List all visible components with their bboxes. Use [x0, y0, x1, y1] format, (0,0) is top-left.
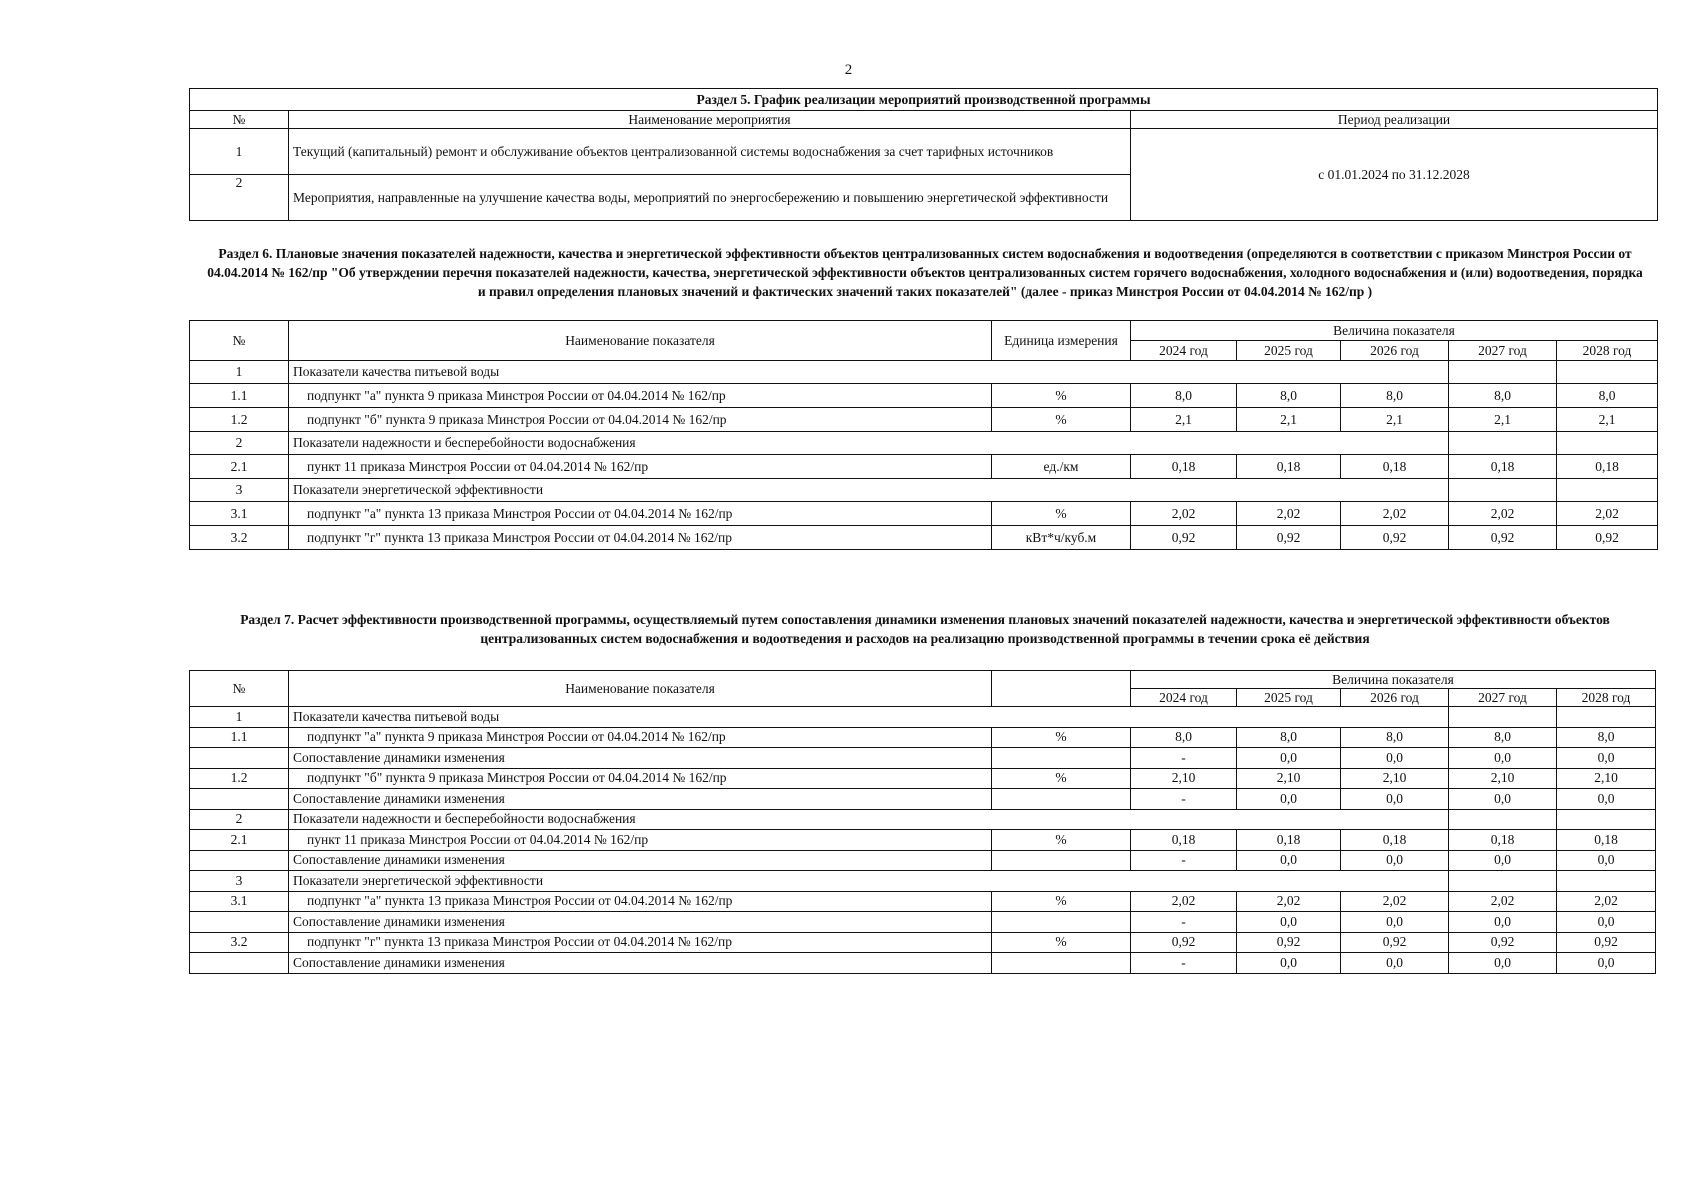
unit-cell: % — [992, 932, 1131, 953]
section6-col-unit: Единица измерения — [992, 321, 1131, 361]
group-name: Показатели качества питьевой воды — [289, 707, 1449, 728]
section7-table — [189, 670, 1656, 974]
row-number: 3.2 — [190, 526, 289, 550]
section6-item-row — [190, 408, 1658, 432]
empty-cell — [1449, 871, 1557, 892]
value-cell: 8,0 — [1131, 727, 1237, 748]
compare-label: Сопоставление динамики изменения — [289, 953, 992, 974]
value-cell: 0,0 — [1237, 850, 1341, 871]
value-cell: 2,02 — [1449, 891, 1557, 912]
empty-cell — [992, 789, 1131, 810]
row-number: 1 — [190, 707, 289, 728]
section5-row-no: 1 — [190, 129, 289, 175]
value-cell: 2,02 — [1557, 891, 1656, 912]
empty-cell — [1449, 432, 1557, 455]
section5-row-name: Мероприятия, направленные на улучшение качества воды, мероприятий по энергосбережению и повышению энергетической эффективности — [289, 175, 1131, 221]
value-cell: - — [1131, 850, 1237, 871]
section6-year: 2028 год — [1557, 341, 1658, 361]
section7-year: 2026 год — [1341, 689, 1449, 707]
section6-col-value: Величина показателя — [1131, 321, 1658, 341]
unit-cell: % — [992, 502, 1131, 526]
value-cell: 8,0 — [1237, 727, 1341, 748]
section6-col-no: № — [190, 321, 289, 361]
section5-title: Раздел 5. График реализации мероприятий производственной программы — [190, 89, 1658, 111]
section6-year: 2027 год — [1449, 341, 1557, 361]
value-cell: 0,92 — [1237, 526, 1341, 550]
indicator-name: подпункт "а" пункта 13 приказа Минстроя России от 04.04.2014 № 162/пр — [289, 502, 992, 526]
value-cell: 8,0 — [1341, 384, 1449, 408]
row-number: 3 — [190, 479, 289, 502]
value-cell: 2,02 — [1341, 891, 1449, 912]
section7-group-row — [190, 707, 1656, 728]
section6-group-row — [190, 361, 1658, 384]
empty-cell — [1449, 809, 1557, 830]
compare-label: Сопоставление динамики изменения — [289, 912, 992, 933]
value-cell: 0,0 — [1341, 748, 1449, 769]
value-cell: 2,02 — [1341, 502, 1449, 526]
value-cell: 0,18 — [1131, 830, 1237, 851]
section5-col-name: Наименование мероприятия — [289, 111, 1131, 129]
section7-year: 2024 год — [1131, 689, 1237, 707]
section5-col-no: № — [190, 111, 289, 129]
row-number: 2.1 — [190, 455, 289, 479]
value-cell: 2,02 — [1131, 891, 1237, 912]
group-name: Показатели надежности и бесперебойности водоснабжения — [289, 809, 1449, 830]
empty-cell — [190, 953, 289, 974]
section6-group-row — [190, 479, 1658, 502]
unit-cell: % — [992, 830, 1131, 851]
empty-cell — [992, 850, 1131, 871]
row-number: 2.1 — [190, 830, 289, 851]
compare-label: Сопоставление динамики изменения — [289, 850, 992, 871]
row-number: 3.1 — [190, 502, 289, 526]
unit-cell: кВт*ч/куб.м — [992, 526, 1131, 550]
indicator-name: подпункт "а" пункта 13 приказа Минстроя России от 04.04.2014 № 162/пр — [289, 891, 992, 912]
value-cell: 8,0 — [1131, 384, 1237, 408]
row-number: 2 — [190, 432, 289, 455]
value-cell: 2,1 — [1449, 408, 1557, 432]
section6-item-row — [190, 502, 1658, 526]
empty-cell — [1557, 432, 1658, 455]
row-number: 3 — [190, 871, 289, 892]
value-cell: 0,0 — [1237, 789, 1341, 810]
value-cell: 8,0 — [1449, 727, 1557, 748]
empty-cell — [190, 789, 289, 810]
empty-cell — [992, 748, 1131, 769]
value-cell: 2,10 — [1237, 768, 1341, 789]
value-cell: 0,18 — [1449, 455, 1557, 479]
value-cell: 0,0 — [1341, 789, 1449, 810]
section7-compare-row — [190, 912, 1656, 933]
section7-compare-row — [190, 953, 1656, 974]
value-cell: 2,10 — [1341, 768, 1449, 789]
value-cell: 0,92 — [1131, 932, 1237, 953]
section5-row-no: 2 — [190, 175, 289, 221]
value-cell: 0,0 — [1449, 953, 1557, 974]
value-cell: 2,10 — [1449, 768, 1557, 789]
value-cell: 2,1 — [1341, 408, 1449, 432]
value-cell: - — [1131, 953, 1237, 974]
indicator-name: подпункт "а" пункта 9 приказа Минстроя России от 04.04.2014 № 162/пр — [289, 727, 992, 748]
group-name: Показатели энергетической эффективности — [289, 871, 1449, 892]
group-name: Показатели надежности и бесперебойности водоснабжения — [289, 432, 1449, 455]
page-number: 2 — [844, 62, 853, 78]
value-cell: 0,92 — [1557, 526, 1658, 550]
value-cell: 0,0 — [1557, 953, 1656, 974]
section5-col-period: Период реализации — [1131, 111, 1658, 129]
value-cell: 2,10 — [1557, 768, 1656, 789]
row-number: 1.2 — [190, 768, 289, 789]
empty-cell — [992, 912, 1131, 933]
value-cell: 8,0 — [1557, 727, 1656, 748]
group-name: Показатели энергетической эффективности — [289, 479, 1449, 502]
empty-cell — [1557, 479, 1658, 502]
value-cell: 8,0 — [1557, 384, 1658, 408]
value-cell: 0,92 — [1557, 932, 1656, 953]
section6-group-row — [190, 432, 1658, 455]
section7-title: Раздел 7. Расчет эффективности производственной программы, осуществляемый путем сопоставления динамики изменения плановых значений показателей надежности, качества и энергетической эффективности объектов централизованных систем водоснабжения и водоотведения и расходов на реализацию производственной программы в течении срока её действия — [240, 612, 1610, 646]
value-cell: 8,0 — [1237, 384, 1341, 408]
empty-cell — [1557, 871, 1656, 892]
indicator-name: подпункт "а" пункта 9 приказа Минстроя России от 04.04.2014 № 162/пр — [289, 384, 992, 408]
value-cell: 0,18 — [1237, 830, 1341, 851]
value-cell: - — [1131, 748, 1237, 769]
value-cell: 0,0 — [1341, 912, 1449, 933]
unit-cell: % — [992, 727, 1131, 748]
section7-body — [190, 707, 1656, 974]
value-cell: 2,10 — [1131, 768, 1237, 789]
value-cell: 0,0 — [1449, 912, 1557, 933]
indicator-name: пункт 11 приказа Минстроя России от 04.04.2014 № 162/пр — [289, 830, 992, 851]
indicator-name: подпункт "г" пункта 13 приказа Минстроя России от 04.04.2014 № 162/пр — [289, 932, 992, 953]
section-gap — [190, 550, 1658, 576]
value-cell: 0,0 — [1557, 912, 1656, 933]
section7-group-row — [190, 809, 1656, 830]
row-number: 1 — [190, 361, 289, 384]
section7-compare-row — [190, 789, 1656, 810]
value-cell: 0,92 — [1131, 526, 1237, 550]
row-number: 1.2 — [190, 408, 289, 432]
value-cell: 0,92 — [1341, 932, 1449, 953]
value-cell: 2,02 — [1237, 891, 1341, 912]
value-cell: 0,0 — [1237, 953, 1341, 974]
section6-year: 2025 год — [1237, 341, 1341, 361]
row-number: 3.2 — [190, 932, 289, 953]
empty-cell — [190, 748, 289, 769]
value-cell: 0,0 — [1237, 748, 1341, 769]
value-cell: 0,18 — [1341, 830, 1449, 851]
section7-col-no: № — [190, 671, 289, 707]
section7-item-row — [190, 830, 1656, 851]
group-name: Показатели качества питьевой воды — [289, 361, 1449, 384]
section6-item-row — [190, 384, 1658, 408]
section6-body — [190, 361, 1658, 550]
empty-cell — [1449, 479, 1557, 502]
section7-col-value: Величина показателя — [1131, 671, 1656, 689]
value-cell: 0,92 — [1449, 932, 1557, 953]
section5-row-name: Текущий (капитальный) ремонт и обслуживание объектов централизованной системы водоснабжения за счет тарифных источников — [289, 129, 1131, 175]
value-cell: 2,02 — [1449, 502, 1557, 526]
value-cell: 2,1 — [1557, 408, 1658, 432]
value-cell: 0,18 — [1131, 455, 1237, 479]
unit-cell: ед./км — [992, 455, 1131, 479]
section7-year: 2027 год — [1449, 689, 1557, 707]
value-cell: 2,02 — [1557, 502, 1658, 526]
value-cell: 0,0 — [1557, 748, 1656, 769]
section6-col-name: Наименование показателя — [289, 321, 992, 361]
section6-table — [189, 320, 1658, 576]
empty-cell — [1557, 809, 1656, 830]
value-cell: 2,1 — [1237, 408, 1341, 432]
section6-item-row — [190, 455, 1658, 479]
compare-label: Сопоставление динамики изменения — [289, 748, 992, 769]
empty-cell — [190, 850, 289, 871]
section7-compare-row — [190, 850, 1656, 871]
value-cell: 0,18 — [1557, 830, 1656, 851]
row-number: 1.1 — [190, 727, 289, 748]
value-cell: 0,18 — [1341, 455, 1449, 479]
section7-group-row — [190, 871, 1656, 892]
section5-table — [189, 88, 1658, 221]
section7-item-row — [190, 768, 1656, 789]
empty-cell — [1449, 361, 1557, 384]
section5-period: с 01.01.2024 по 31.12.2028 — [1131, 129, 1658, 221]
empty-cell — [190, 912, 289, 933]
section7-item-row — [190, 891, 1656, 912]
section6-year: 2024 год — [1131, 341, 1237, 361]
row-number: 1.1 — [190, 384, 289, 408]
empty-cell — [992, 953, 1131, 974]
section6-title: Раздел 6. Плановые значения показателей надежности, качества и энергетической эффективности объектов централизованных систем водоснабжения и водоотведения (определяются в соответствии с приказом Минстроя России от 04.04.2014 № 162/пр "Об утверждении перечня показателей надежности, качества, энергетической эффективности объектов централизованных систем горячего водоснабжения, холодного водоснабжения и (или) водоотведения, порядка и правил определения плановых значений и фактических значений таких показателей" (далее - приказ Минстроя России от 04.04.2014 № 162/пр ) — [207, 246, 1643, 299]
section7-year: 2028 год — [1557, 689, 1656, 707]
value-cell: 0,0 — [1449, 748, 1557, 769]
value-cell: 0,0 — [1557, 789, 1656, 810]
row-number: 3.1 — [190, 891, 289, 912]
value-cell: 0,0 — [1557, 850, 1656, 871]
indicator-name: подпункт "г" пункта 13 приказа Минстроя России от 04.04.2014 № 162/пр — [289, 526, 992, 550]
value-cell: 0,0 — [1237, 912, 1341, 933]
value-cell: 0,18 — [1557, 455, 1658, 479]
section6-year: 2026 год — [1341, 341, 1449, 361]
value-cell: 0,0 — [1341, 953, 1449, 974]
indicator-name: пункт 11 приказа Минстроя России от 04.04.2014 № 162/пр — [289, 455, 992, 479]
value-cell: 0,92 — [1341, 526, 1449, 550]
indicator-name: подпункт "б" пункта 9 приказа Минстроя России от 04.04.2014 № 162/пр — [289, 768, 992, 789]
section7-compare-row — [190, 748, 1656, 769]
value-cell: 0,0 — [1341, 850, 1449, 871]
value-cell: 8,0 — [1341, 727, 1449, 748]
empty-cell — [1557, 361, 1658, 384]
unit-cell: % — [992, 891, 1131, 912]
value-cell: 0,18 — [1449, 830, 1557, 851]
section7-item-row — [190, 932, 1656, 953]
empty-cell — [1557, 707, 1656, 728]
section7-year: 2025 год — [1237, 689, 1341, 707]
section7-col-unit — [992, 671, 1131, 707]
row-number: 2 — [190, 809, 289, 830]
unit-cell: % — [992, 384, 1131, 408]
section7-col-name: Наименование показателя — [289, 671, 992, 707]
value-cell: 2,1 — [1131, 408, 1237, 432]
empty-cell — [1449, 707, 1557, 728]
indicator-name: подпункт "б" пункта 9 приказа Минстроя России от 04.04.2014 № 162/пр — [289, 408, 992, 432]
value-cell: 0,0 — [1449, 789, 1557, 810]
value-cell: - — [1131, 789, 1237, 810]
value-cell: 0,0 — [1449, 850, 1557, 871]
value-cell: - — [1131, 912, 1237, 933]
value-cell: 2,02 — [1237, 502, 1341, 526]
value-cell: 0,18 — [1237, 455, 1341, 479]
unit-cell: % — [992, 768, 1131, 789]
value-cell: 0,92 — [1237, 932, 1341, 953]
compare-label: Сопоставление динамики изменения — [289, 789, 992, 810]
unit-cell: % — [992, 408, 1131, 432]
section7-item-row — [190, 727, 1656, 748]
value-cell: 0,92 — [1449, 526, 1557, 550]
value-cell: 8,0 — [1449, 384, 1557, 408]
value-cell: 2,02 — [1131, 502, 1237, 526]
section6-item-row — [190, 526, 1658, 550]
